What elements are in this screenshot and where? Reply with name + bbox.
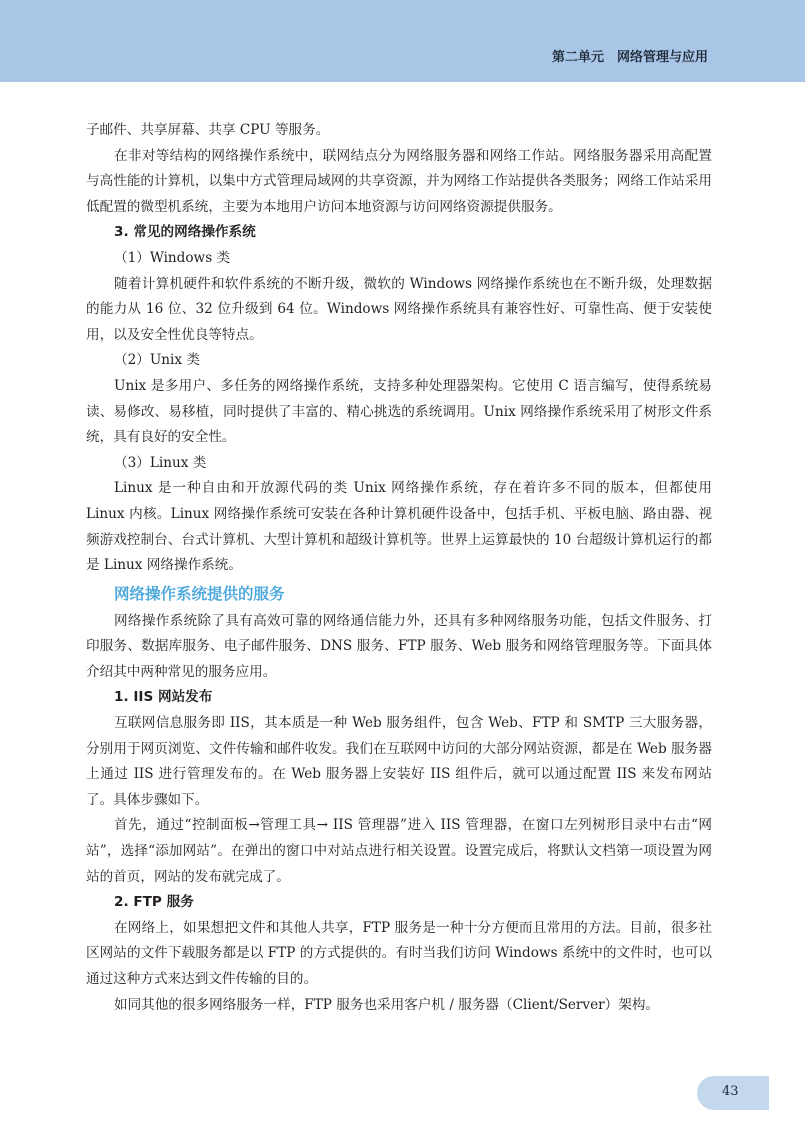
paragraph-iis-steps: 首先，通过“控制面板→管理工具→ IIS 管理器”进入 IIS 管理器，在窗口左列树形目录中右击“网站”，选择“添加网站”。在弹出的窗口中对站点进行相关设置。设置完成后，将默认文档第一项设置为网站的首页，网站的发布就完成了。 [86,817,712,885]
subheading-linux: （3）Linux 类 [114,454,207,471]
paragraph-windows: 随着计算机硬件和软件系统的不断升级，微软的 Windows 网络操作系统也在不断升级，处理数据的能力从 16 位、32 位升级到 64 位。Windows 网络操作系统具有兼容性好、可靠性高、便于安装使用，以及安全性优良等特点。 [86,275,712,343]
page-number: 43 [722,1084,739,1099]
heading-iis: 1. IIS 网站发布 [114,689,213,706]
paragraph-linux: Linux 是一种自由和开放源代码的类 Unix 网络操作系统，存在着许多不同的版本，但都使用 Linux 内核。Linux 网络操作系统可安装在各种计算机硬件设备中，包括手机、平板电脑、路由器、视频游戏控制台、台式计算机、大型计算机和超级计算机等。世界上运算最快的 10 台超级计算机运行的都是 Linux 网络操作系统。 [86,480,712,574]
heading-common-nos: 3. 常见的网络操作系统 [114,224,256,241]
heading-ftp: 2. FTP 服务 [114,894,194,911]
paragraph-iis-intro: 互联网信息服务即 IIS，其本质是一种 Web 服务组件，包含 Web、FTP 和 SMTP 三大服务器，分别用于网页浏览、文件传输和邮件收发。我们在互联网中访问的大部分网站资源，都是在 Web 服务器上通过 IIS 进行管理发布的。在 Web 服务器上安装好 IIS 组件后，就可以通过配置 IIS 来发布网站了。具体步骤如下。 [86,715,712,808]
paragraph-continuation: 子邮件、共享屏幕、共享 CPU 等服务。 [86,122,330,138]
paragraph-unix: Unix 是多用户、多任务的网络操作系统，支持多种处理器架构。它使用 C 语言编写，使得系统易读、易修改、易移植，同时提供了丰富的、精心挑选的系统调用。Unix 网络操作系统采用了树形文件系统，具有良好的安全性。 [86,377,712,446]
paragraph-services-intro: 网络操作系统除了具有高效可靠的网络通信能力外，还具有多种网络服务功能，包括文件服务、打印服务、数据库服务、电子邮件服务、DNS 服务、FTP 服务、Web 服务和网络管理服务等。下面具体介绍其中两种常见的服务应用。 [86,612,712,680]
header-band [0,0,805,82]
chapter-title: 第二单元 网络管理与应用 [551,50,708,65]
paragraph-ftp-intro: 在网络上，如果想把文件和其他人共享，FTP 服务是一种十分方便而且常用的方法。目前，很多社区网站的文件下载服务都是以 FTP 的方式提供的。有时当我们访问 Windows 系统中的文件时，也可以通过这种方式来达到文件传输的目的。 [86,919,712,987]
section-title-services: 网络操作系统提供的服务 [114,584,285,603]
page-body [86,118,712,1018]
subheading-windows: （1）Windows 类 [114,249,231,266]
subheading-unix: （2）Unix 类 [114,352,200,369]
paragraph-ftp-architecture: 如同其他的很多网络服务一样，FTP 服务也采用客户机 / 服务器（Client/Server）架构。 [114,996,660,1013]
paragraph-non-peer-structure: 在非对等结构的网络操作系统中，联网结点分为网络服务器和网络工作站。网络服务器采用高配置与高性能的计算机，以集中方式管理局域网的共享资源，并为网络工作站提供各类服务；网络工作站采用低配置的微型机系统，主要为本地用户访问本地资源与访问网络资源提供服务。 [86,147,712,215]
